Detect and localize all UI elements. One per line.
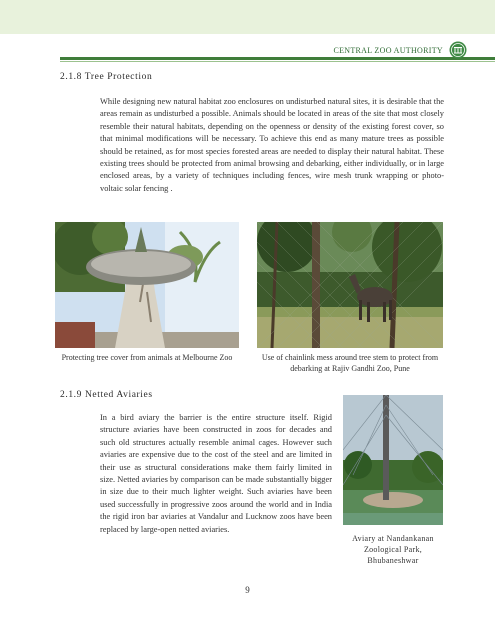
organization-name: CENTRAL ZOO AUTHORITY xyxy=(333,46,443,55)
header-rule xyxy=(60,57,495,60)
caption-rajiv-gandhi-zoo: Use of chainlink mess around tree stem to protect from debarking at Rajiv Gandhi Zoo, Pune xyxy=(261,353,439,373)
section-heading-netted-aviaries: 2.1.9 Netted Aviaries xyxy=(60,390,153,400)
photo-nandankanan-aviary xyxy=(343,395,443,525)
caption-melbourne-zoo: Protecting tree cover from animals at Melbourne Zoo xyxy=(61,353,233,362)
page-number: 9 xyxy=(245,585,250,595)
caption-nandankanan-aviary: Aviary at Nandankanan Zoological Park, Bhubaneshwar xyxy=(352,534,434,565)
header-rule-thin xyxy=(60,61,495,62)
section-heading-tree-protection: 2.1.8 Tree Protection xyxy=(60,72,153,82)
cza-logo-icon xyxy=(449,41,467,59)
netted-aviaries-paragraph: In a bird aviary the barrier is the entire structure itself. Rigid structure aviaries have been constructed in zoos for decades and such old structures actually resemble animal cages. However such aviaries are expensive due to the cost of the steel and are limited in their use as structural considerations make them fairly limited in size. Netted aviaries by comparison can be made substantially bigger in size due to their much lighter weight. Such aviaries have been used successfully in progressive zoos around the world and in India the rigid iron bar aviaries at Vandalur and Lucknow zoos have been replaced by large-open netted aviaries. xyxy=(100,413,332,534)
tree-protection-paragraph: While designing new natural habitat zoo enclosures on undisturbed natural sites, it is desirable that the areas remain as undisturbed a possible. Animals should be located in areas of the site that most closely resemble their natural habitats, depending on the openness or density of the existing forest cover, so that minimal modifications will be necessary. To achieve this end as many mature trees as possible should be retained, as for most species forested areas are needed to display their natural habitat. These existing trees should be protected from animal browsing and debarking, either individually, or in large enclosed areas, by a variety of techniques including fences, wire mesh trunk wrapping or photo-voltaic solar fencing . xyxy=(100,97,444,193)
photo-rajiv-gandhi-zoo xyxy=(257,222,443,348)
photo-melbourne-zoo xyxy=(55,222,239,348)
top-band xyxy=(0,0,495,34)
